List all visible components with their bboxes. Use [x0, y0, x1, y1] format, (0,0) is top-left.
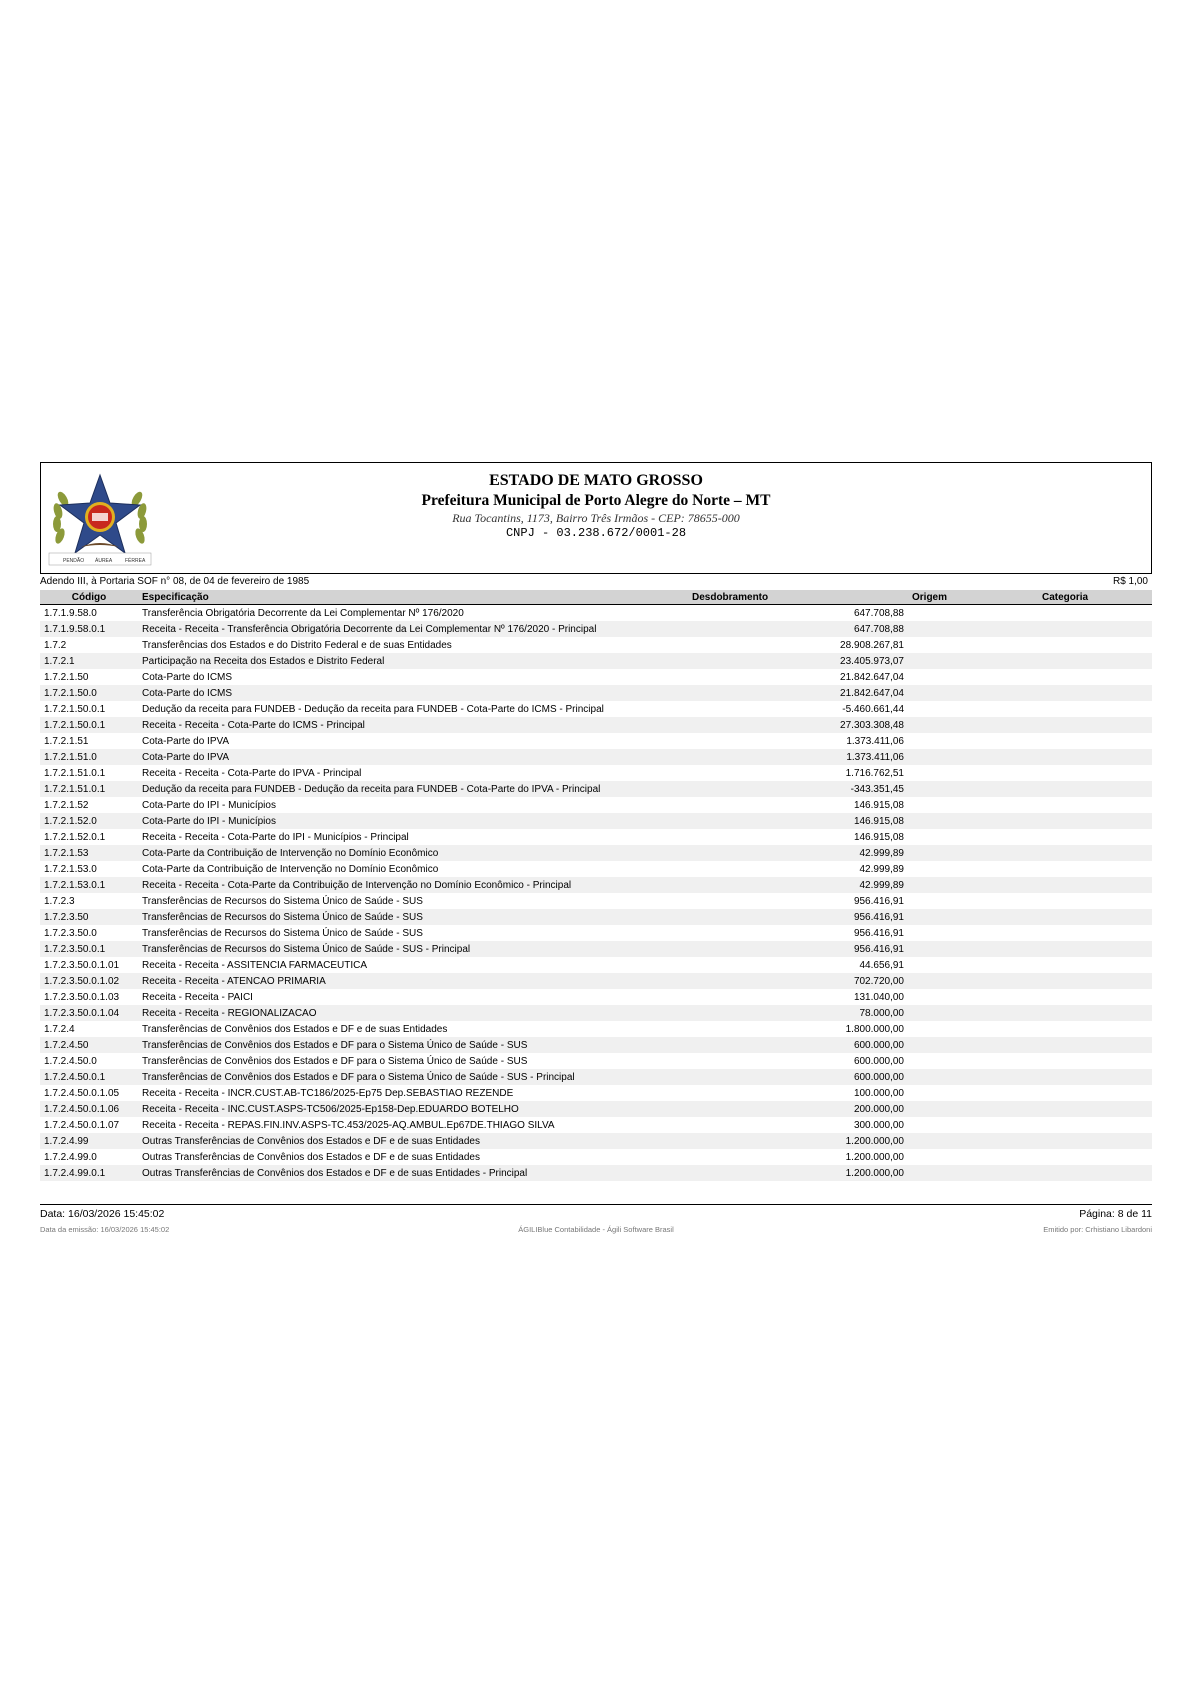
- cell-desdobramento: 1.373.411,06: [846, 735, 904, 747]
- report-header: [40, 462, 1152, 574]
- cell-categoria: [1038, 845, 1152, 861]
- footer-date: Data: 16/03/2026 15:45:02: [40, 1208, 165, 1220]
- cell-origem: [908, 765, 1038, 781]
- table-row: [40, 733, 1152, 749]
- cell-especificacao: Receita - Receita - Cota-Parte do ICMS - Principal: [138, 717, 688, 733]
- cell-origem: [908, 1021, 1038, 1037]
- cell-codigo: 1.7.2.1.53.0.1: [40, 877, 138, 893]
- cell-codigo: 1.7.2.4.50.0.1.06: [40, 1101, 138, 1117]
- cell-especificacao: Receita - Receita - REPAS.FIN.INV.ASPS-TC.453/2025-AQ.AMBUL.Ep67DE.THIAGO SILVA: [142, 1119, 555, 1131]
- cell-especificacao: Outras Transferências de Convênios dos Estados e DF e de suas Entidades - Principal: [138, 1165, 688, 1181]
- cell-codigo: 1.7.2.1.50.0: [40, 685, 138, 701]
- cell-codigo: 1.7.2.1.51: [44, 735, 89, 747]
- table-row: [40, 1117, 1152, 1133]
- cell-categoria: [1038, 1149, 1152, 1165]
- cell-categoria: [1038, 669, 1152, 685]
- report-footer: [40, 1204, 1152, 1220]
- cell-desdobramento: 702.720,00: [688, 973, 908, 989]
- header-state: ESTADO DE MATO GROSSO: [489, 472, 703, 489]
- cell-desdobramento: 600.000,00: [688, 1037, 908, 1053]
- table-row: [40, 621, 1152, 637]
- cell-especificacao: Receita - Receita - PAICI: [142, 991, 253, 1003]
- receita-table: [40, 590, 1152, 1181]
- cell-origem: [908, 1133, 1038, 1149]
- cell-desdobramento: 1.200.000,00: [688, 1165, 908, 1181]
- cell-origem: [908, 973, 1038, 989]
- cell-origem: [908, 1085, 1038, 1101]
- cell-especificacao: Cota-Parte do ICMS: [142, 671, 233, 683]
- cell-especificacao: Cota-Parte da Contribuição de Intervenção no Domínio Econômico: [138, 845, 688, 861]
- cell-especificacao: Cota-Parte do IPVA: [142, 735, 230, 747]
- cell-desdobramento: 647.708,88: [853, 607, 904, 619]
- cell-origem: [908, 781, 1038, 797]
- cell-especificacao: Transferências de Convênios dos Estados e DF e de suas Entidades: [142, 1023, 448, 1035]
- subheader-currency: R$ 1,00: [1112, 576, 1148, 587]
- cell-codigo: 1.7.2.4.50.0.1.07: [44, 1119, 120, 1131]
- cell-codigo: 1.7.2.1.52.0: [40, 813, 138, 829]
- table-row: [40, 829, 1152, 845]
- cell-especificacao: Transferências de Recursos do Sistema Único de Saúde - SUS - Principal: [138, 941, 688, 957]
- cell-desdobramento: 100.000,00: [853, 1087, 904, 1099]
- cell-origem: [908, 925, 1038, 941]
- cell-desdobramento: 200.000,00: [688, 1101, 908, 1117]
- cell-categoria: [1038, 1005, 1152, 1021]
- cell-origem: [908, 685, 1038, 701]
- table-row: [40, 1053, 1152, 1069]
- cell-codigo: 1.7.2.3.50.0.1.03: [44, 991, 120, 1003]
- cell-origem: [908, 1005, 1038, 1021]
- svg-text:FÉRREA: FÉRREA: [125, 558, 146, 564]
- cell-categoria: [1038, 813, 1152, 829]
- table-row: [40, 813, 1152, 829]
- cell-origem: [908, 829, 1038, 845]
- column-header-origem: Origem: [908, 590, 1038, 605]
- cell-categoria: [1038, 685, 1152, 701]
- cell-codigo: 1.7.2: [44, 639, 67, 651]
- cell-desdobramento: 21.842.647,04: [688, 685, 908, 701]
- cell-desdobramento: 300.000,00: [853, 1119, 904, 1131]
- svg-text:ÁUREA: ÁUREA: [95, 558, 113, 564]
- svg-text:PENDÃO: PENDÃO: [63, 558, 85, 564]
- cell-especificacao: Cota-Parte do IPI - Municípios: [138, 813, 688, 829]
- cell-origem: [908, 861, 1038, 877]
- cell-codigo: 1.7.2.3.50: [40, 909, 138, 925]
- cell-categoria: [1038, 1117, 1152, 1133]
- cell-origem: [908, 637, 1038, 653]
- cell-desdobramento: 956.416,91: [853, 927, 904, 939]
- cell-categoria: [1038, 829, 1152, 845]
- cell-especificacao: Transferências de Recursos do Sistema Único de Saúde - SUS: [138, 909, 688, 925]
- cell-codigo: 1.7.2.1.52.0.1: [44, 831, 106, 843]
- cell-categoria: [1038, 1053, 1152, 1069]
- cell-especificacao: Transferências de Recursos do Sistema Único de Saúde - SUS: [142, 895, 423, 907]
- cell-origem: [908, 1053, 1038, 1069]
- cell-codigo: 1.7.2.1.51.0.1: [40, 781, 138, 797]
- cell-origem: [908, 893, 1038, 909]
- table-row: [40, 605, 1152, 622]
- table-row: [40, 701, 1152, 717]
- cell-categoria: [1038, 1037, 1152, 1053]
- report-footer-meta: [40, 1225, 1152, 1235]
- cell-desdobramento: 600.000,00: [688, 1069, 908, 1085]
- cell-categoria: [1038, 941, 1152, 957]
- table-row: [40, 1149, 1152, 1165]
- table-row: [40, 845, 1152, 861]
- cell-especificacao: Receita - Receita - INC.CUST.ASPS-TC506/2025-Ep158-Dep.EDUARDO BOTELHO: [138, 1101, 688, 1117]
- cell-origem: [908, 989, 1038, 1005]
- cell-categoria: [1038, 877, 1152, 893]
- cell-especificacao: Receita - Receita - Cota-Parte da Contribuição de Intervenção no Domínio Econômico - Principal: [138, 877, 688, 893]
- cell-especificacao: Outras Transferências de Convênios dos Estados e DF e de suas Entidades: [142, 1151, 480, 1163]
- table-row: [40, 1069, 1152, 1085]
- cell-categoria: [1038, 765, 1152, 781]
- cell-origem: [908, 941, 1038, 957]
- cell-especificacao: Receita - Receita - Cota-Parte do IPI - Municípios - Principal: [142, 831, 409, 843]
- column-header-especificacao: Especificação: [138, 590, 688, 605]
- report-subheader: [40, 576, 1152, 589]
- cell-origem: [908, 653, 1038, 669]
- cell-origem: [908, 1069, 1038, 1085]
- cell-origem: [908, 669, 1038, 685]
- cell-origem: [908, 1037, 1038, 1053]
- cell-desdobramento: 42.999,89: [688, 845, 908, 861]
- column-header-desdobramento: Desdobramento: [688, 590, 908, 605]
- cell-codigo: 1.7.1.9.58.0: [44, 607, 97, 619]
- cell-origem: [908, 813, 1038, 829]
- table-row: [40, 893, 1152, 909]
- cell-desdobramento: 956.416,91: [688, 909, 908, 925]
- cell-especificacao: Dedução da receita para FUNDEB - Dedução da receita para FUNDEB - Cota-Parte do ICMS - Principal: [142, 703, 604, 715]
- cell-origem: [908, 1101, 1038, 1117]
- cell-categoria: [1038, 733, 1152, 749]
- cell-codigo: 1.7.2.3: [44, 895, 75, 907]
- cell-especificacao: Cota-Parte do ICMS: [138, 685, 688, 701]
- cell-categoria: [1038, 717, 1152, 733]
- cell-categoria: [1038, 605, 1152, 622]
- table-row: [40, 669, 1152, 685]
- column-header-categoria: Categoria: [1038, 590, 1152, 605]
- cell-codigo: 1.7.2.4.50.0.1.05: [44, 1087, 120, 1099]
- cell-codigo: 1.7.2.1.53: [40, 845, 138, 861]
- cell-especificacao: Participação na Receita dos Estados e Distrito Federal: [138, 653, 688, 669]
- cell-categoria: [1038, 1165, 1152, 1181]
- cell-desdobramento: 146.915,08: [853, 831, 904, 843]
- cell-codigo: 1.7.2.4.99: [40, 1133, 138, 1149]
- cell-desdobramento: 1.373.411,06: [688, 749, 908, 765]
- cell-codigo: 1.7.2.3.50.0.1.01: [44, 959, 120, 971]
- cell-codigo: 1.7.2.1.53.0: [44, 863, 97, 875]
- table-row: [40, 749, 1152, 765]
- cell-origem: [908, 749, 1038, 765]
- cell-especificacao: Transferência Obrigatória Decorrente da Lei Complementar Nº 176/2020: [142, 607, 464, 619]
- table-row: [40, 877, 1152, 893]
- table-row: [40, 797, 1152, 813]
- cell-especificacao: Receita - Receita - REGIONALIZACAO: [138, 1005, 688, 1021]
- table-row: [40, 781, 1152, 797]
- cell-codigo: 1.7.2.4.99.0: [44, 1151, 97, 1163]
- table-row: [40, 1165, 1152, 1181]
- cell-desdobramento: 956.416,91: [853, 895, 904, 907]
- cell-desdobramento: 956.416,91: [688, 941, 908, 957]
- cell-codigo: 1.7.2.4: [44, 1023, 75, 1035]
- table-row: [40, 765, 1152, 781]
- table-row: [40, 685, 1152, 701]
- cell-desdobramento: 1.200.000,00: [845, 1151, 904, 1163]
- cell-codigo: 1.7.2.3.50.0: [44, 927, 97, 939]
- cell-categoria: [1038, 893, 1152, 909]
- cell-categoria: [1038, 957, 1152, 973]
- cell-categoria: [1038, 1085, 1152, 1101]
- table-row: [40, 1037, 1152, 1053]
- cell-origem: [908, 701, 1038, 717]
- cell-codigo: 1.7.2.1.50.0.1: [40, 717, 138, 733]
- cell-categoria: [1038, 909, 1152, 925]
- cell-origem: [908, 1165, 1038, 1181]
- table-row: [40, 957, 1152, 973]
- cell-especificacao: Transferências de Convênios dos Estados e DF para o Sistema Único de Saúde - SUS: [142, 1055, 528, 1067]
- table-row: [40, 925, 1152, 941]
- cell-especificacao: Outras Transferências de Convênios dos Estados e DF e de suas Entidades: [138, 1133, 688, 1149]
- cell-desdobramento: 1.200.000,00: [688, 1133, 908, 1149]
- cell-desdobramento: 1.716.762,51: [845, 767, 904, 779]
- cell-categoria: [1038, 989, 1152, 1005]
- table-row: [40, 637, 1152, 653]
- cell-desdobramento: 647.708,88: [688, 621, 908, 637]
- cell-codigo: 1.7.2.4.50.0: [44, 1055, 97, 1067]
- cell-especificacao: Transferências de Convênios dos Estados e DF para o Sistema Único de Saúde - SUS: [138, 1037, 688, 1053]
- footer-issued-by: Emitido por: Crhistiano Libardoni: [1043, 1225, 1152, 1234]
- table-header-row: [40, 590, 1152, 605]
- cell-categoria: [1038, 637, 1152, 653]
- footer-page-number: Página: 8 de 11: [1079, 1208, 1152, 1220]
- cell-desdobramento: 21.842.647,04: [840, 671, 904, 683]
- cell-especificacao: Receita - Receita - ASSITENCIA FARMACEUTICA: [142, 959, 368, 971]
- cell-origem: [908, 877, 1038, 893]
- table-body: [40, 605, 1152, 1182]
- table-row: [40, 973, 1152, 989]
- cell-desdobramento: 131.040,00: [853, 991, 904, 1003]
- cell-desdobramento: 146.915,08: [688, 813, 908, 829]
- cell-origem: [908, 733, 1038, 749]
- cell-desdobramento: 78.000,00: [688, 1005, 908, 1021]
- cell-origem: [908, 957, 1038, 973]
- cell-origem: [908, 845, 1038, 861]
- table-row: [40, 909, 1152, 925]
- cell-especificacao: Transferências de Recursos do Sistema Único de Saúde - SUS: [142, 927, 423, 939]
- cell-desdobramento: 600.000,00: [853, 1055, 904, 1067]
- cell-codigo: 1.7.2.1.50.0.1: [44, 703, 106, 715]
- cell-origem: [908, 717, 1038, 733]
- cell-especificacao: Receita - Receita - ATENCAO PRIMARIA: [138, 973, 688, 989]
- cell-desdobramento: 42.999,89: [688, 877, 908, 893]
- cell-desdobramento: -343.351,45: [688, 781, 908, 797]
- cell-origem: [908, 1149, 1038, 1165]
- table-row: [40, 1085, 1152, 1101]
- footer-emission-date: Data da emissão: 16/03/2026 15:45:02: [40, 1225, 170, 1234]
- cell-origem: [908, 621, 1038, 637]
- subheader-portaria: Adendo III, à Portaria SOF n° 08, de 04 de fevereiro de 1985: [40, 576, 310, 587]
- cell-categoria: [1038, 1101, 1152, 1117]
- cell-desdobramento: 1.800.000,00: [845, 1023, 904, 1035]
- cell-codigo: 1.7.1.9.58.0.1: [40, 621, 138, 637]
- cell-codigo: 1.7.2.1.52: [44, 799, 89, 811]
- cell-codigo: 1.7.2.4.50.0.1: [40, 1069, 138, 1085]
- cell-especificacao: Transferências de Convênios dos Estados e DF para o Sistema Único de Saúde - SUS - Principal: [138, 1069, 688, 1085]
- table-row: [40, 861, 1152, 877]
- cell-categoria: [1038, 749, 1152, 765]
- cell-codigo: 1.7.2.1.51.0: [40, 749, 138, 765]
- cell-especificacao: Receita - Receita - Transferência Obrigatória Decorrente da Lei Complementar Nº 176/2020 - Principal: [138, 621, 688, 637]
- cell-origem: [908, 797, 1038, 813]
- header-address: Rua Tocantins, 1173, Bairro Três Irmãos - CEP: 78655-000: [452, 511, 740, 525]
- column-header-codigo: Código: [40, 590, 138, 605]
- footer-software: ÁGILIBlue Contabilidade - Ágili Software Brasil: [518, 1225, 674, 1234]
- header-prefeitura: Prefeitura Municipal de Porto Alegre do Norte – MT: [421, 492, 771, 509]
- cell-desdobramento: 146.915,08: [853, 799, 904, 811]
- cell-categoria: [1038, 701, 1152, 717]
- table-row: [40, 1021, 1152, 1037]
- cell-codigo: 1.7.2.1.50: [44, 671, 89, 683]
- table-row: [40, 1005, 1152, 1021]
- cell-codigo: 1.7.2.4.50: [40, 1037, 138, 1053]
- cell-especificacao: Cota-Parte do IPI - Municípios: [142, 799, 276, 811]
- cell-categoria: [1038, 621, 1152, 637]
- cell-codigo: 1.7.2.3.50.0.1.02: [40, 973, 138, 989]
- cell-categoria: [1038, 925, 1152, 941]
- cell-categoria: [1038, 1133, 1152, 1149]
- cell-desdobramento: 23.405.973,07: [688, 653, 908, 669]
- cell-codigo: 1.7.2.3.50.0.1: [40, 941, 138, 957]
- cell-origem: [908, 605, 1038, 622]
- table-row: [40, 989, 1152, 1005]
- cell-codigo: 1.7.2.1: [40, 653, 138, 669]
- cell-categoria: [1038, 861, 1152, 877]
- cell-categoria: [1038, 781, 1152, 797]
- table-row: [40, 941, 1152, 957]
- cell-especificacao: Cota-Parte do IPVA: [138, 749, 688, 765]
- cell-categoria: [1038, 653, 1152, 669]
- cell-categoria: [1038, 973, 1152, 989]
- table-row: [40, 1133, 1152, 1149]
- cell-especificacao: Transferências dos Estados e do Distrito Federal e de suas Entidades: [142, 639, 452, 651]
- cell-especificacao: Receita - Receita - Cota-Parte do IPVA - Principal: [142, 767, 362, 779]
- cell-especificacao: Dedução da receita para FUNDEB - Dedução da receita para FUNDEB - Cota-Parte do IPVA - Principal: [138, 781, 688, 797]
- cell-origem: [908, 1117, 1038, 1133]
- table-row: [40, 717, 1152, 733]
- cell-categoria: [1038, 1021, 1152, 1037]
- header-cnpj: CNPJ - 03.238.672/0001-28: [505, 526, 687, 540]
- cell-desdobramento: 27.303.308,48: [688, 717, 908, 733]
- cell-origem: [908, 909, 1038, 925]
- cell-categoria: [1038, 797, 1152, 813]
- cell-codigo: 1.7.2.1.51.0.1: [44, 767, 106, 779]
- cell-desdobramento: 44.656,91: [859, 959, 904, 971]
- table-row: [40, 1101, 1152, 1117]
- cell-desdobramento: 42.999,89: [859, 863, 904, 875]
- cell-codigo: 1.7.2.4.99.0.1: [40, 1165, 138, 1181]
- cell-especificacao: Cota-Parte da Contribuição de Intervenção no Domínio Econômico: [142, 863, 439, 875]
- cell-especificacao: Receita - Receita - INCR.CUST.AB-TC186/2025-Ep75 Dep.SEBASTIAO REZENDE: [142, 1087, 514, 1099]
- cell-desdobramento: 28.908.267,81: [840, 639, 904, 651]
- cell-categoria: [1038, 1069, 1152, 1085]
- cell-codigo: 1.7.2.3.50.0.1.04: [40, 1005, 138, 1021]
- table-row: [40, 653, 1152, 669]
- cell-desdobramento: -5.460.661,44: [842, 703, 904, 715]
